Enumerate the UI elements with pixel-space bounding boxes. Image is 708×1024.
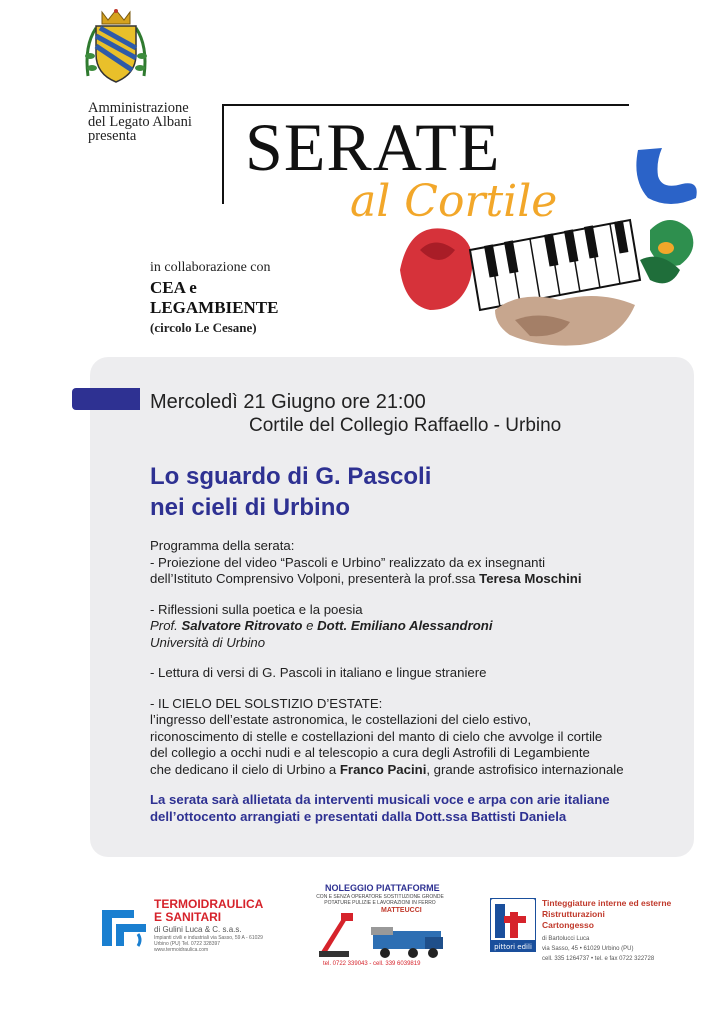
- sponsor-2-title: NOLEGGIO PIATTAFORME: [325, 883, 440, 893]
- sponsor-1-name: [154, 898, 263, 924]
- event-title-line-2: nei cieli di Urbino: [150, 494, 351, 521]
- programme-item-4-line-4: [150, 762, 690, 779]
- programme-item-2-prof: Prof.: [150, 618, 182, 633]
- sponsor-3-name-line-1: Tinteggiature interne ed esterne: [542, 898, 672, 908]
- sponsor-2-sub: [305, 894, 455, 906]
- sponsor-3-name-line-3: Cartongesso: [542, 920, 594, 930]
- sponsor-3-tel: cell. 335 1264737 • tel. e fax 0722 322728: [542, 956, 655, 962]
- collaboration-cea: CEA e: [150, 278, 197, 297]
- programme-item-4-name: Franco Pacini: [339, 761, 427, 777]
- sponsor-2-tel: tel. 0722 339043 - cell. 339 6039819: [323, 961, 421, 967]
- sponsor-pittori-edili: [490, 896, 700, 966]
- programme-item-2-speakers: [150, 618, 690, 635]
- music-line-1: La serata sarà allietata da interventi musicali voce e arpa con arie italiane: [150, 792, 610, 807]
- sponsor-3-street: via Sasso, 45 • 61029 Urbino (PU): [542, 946, 634, 952]
- programme-item-4-post: , grande astrofisico internazionale: [426, 761, 624, 777]
- organizer-line-1: Amministrazione: [88, 100, 189, 116]
- title-serate: SERATE: [245, 109, 501, 185]
- programme-item-2-and: e: [302, 618, 318, 633]
- sponsor-3-logo-text: pittori edili: [494, 943, 532, 951]
- sponsor-noleggio: [303, 883, 453, 973]
- sponsor-1-address-line-3: www.termoidraulica.com: [154, 947, 209, 953]
- event-title: [150, 461, 431, 523]
- sponsor-3-name: [542, 898, 671, 931]
- programme-item-2-university: Università di Urbino: [150, 634, 266, 650]
- programme-item-4-heading: - IL CIELO DEL SOLSTIZIO D’ESTATE:: [150, 695, 383, 711]
- event-day: Mercoledì: [150, 391, 238, 413]
- programme-item-1-text: dell’Istituto Comprensivo Volponi, presenterà la prof.ssa: [150, 571, 480, 586]
- programme-item-2-name-1: Salvatore Ritrovato: [181, 618, 303, 633]
- programme-item-4-line-1: l’ingresso dell’estate astronomica, le costellazioni del cielo estivo,: [150, 712, 532, 727]
- organizer-line-3: presenta: [88, 128, 137, 144]
- sponsor-3-owner: di Bartolucci Luca: [542, 936, 590, 942]
- event-date-time: 21 Giugno ore 21:00: [243, 391, 426, 413]
- sponsor-1-address-line-1: Impianti civili e industriali via Sasso, 59 A - 61029: [154, 935, 263, 941]
- sponsor-termoidraulica: [98, 896, 288, 960]
- sponsor-1-address-line-2: Urbino (PU) Tel. 0722 328397: [154, 941, 221, 947]
- sponsor-3-address: [542, 934, 654, 964]
- collaboration-block: [150, 258, 278, 338]
- programme-item-1-line-1: - Proiezione del video “Pascoli e Urbino” realizzato da ex insegnanti: [150, 554, 546, 570]
- organizer-text: [88, 101, 192, 143]
- sponsor-2-brand: MATTEUCCI: [381, 907, 422, 914]
- programme-item-4-line-2: riconoscimento di stelle e costellazioni del manto di cielo che avvolge il cortile: [150, 728, 603, 744]
- programme-item-2-line-1: - Riflessioni sulla poetica e la poesia: [150, 601, 363, 617]
- sponsor-2-sub-line-2: POTATURE PULIZIE E LAVORAZIONI IN FERRO: [324, 900, 436, 906]
- collaboration-intro: in collaborazione con: [150, 260, 271, 275]
- programme-item-3: - Lettura di versi di G. Pascoli in italiano e lingue straniere: [150, 665, 487, 680]
- programme: [150, 538, 690, 825]
- sponsor-1-name-line-1: TERMOIDRAULICA: [154, 897, 264, 911]
- programme-item-4-line-3: del collegio a occhi nudi e al telescopio a cura degli Astrofili di Legambiente: [150, 745, 590, 760]
- event-title-line-1: Lo sguardo di G. Pascoli: [150, 463, 432, 490]
- programme-item-2-name-2: Dott. Emiliano Alessandroni: [317, 618, 493, 633]
- sponsor-2-sub-line-1: CON E SENZA OPERATORE SOSTITUZIONE GRONDE: [316, 894, 444, 900]
- sponsor-1-name-line-2: E SANITARI: [154, 910, 222, 924]
- decorative-artwork: [400, 140, 700, 350]
- faucet-logo-icon: [98, 900, 150, 952]
- collaboration-legambiente: LEGAMBIENTE: [150, 298, 279, 317]
- programme-item-1-name: Teresa Moschini: [479, 571, 582, 586]
- event-date: [150, 390, 426, 414]
- collaboration-circle: (circolo Le Cesane): [150, 320, 257, 335]
- aerial-platform-icon: [313, 911, 448, 959]
- coat-of-arms-icon: [82, 6, 150, 88]
- sponsor-1-address: [154, 935, 286, 953]
- programme-heading: Programma della serata:: [150, 538, 295, 553]
- sponsor-3-name-line-2: Ristrutturazioni: [542, 909, 605, 919]
- sponsor-1-sub: di Gulini Luca & C. s.a.s.: [154, 925, 242, 934]
- accent-tab: [72, 388, 140, 410]
- pittori-edili-logo-icon: [490, 898, 536, 952]
- music-line-2: dell’ottocento arrangiati e presentati dalla Dott.ssa Battisti Daniela: [150, 808, 567, 824]
- event-place: Cortile del Collegio Raffaello - Urbino: [249, 415, 562, 436]
- title-al-cortile: al Cortile: [350, 176, 558, 227]
- programme-item-1-line-2: [150, 571, 690, 588]
- organizer-line-2: del Legato Albani: [88, 114, 192, 130]
- programme-item-4-pre: che dedicano il cielo di Urbino a: [150, 761, 340, 777]
